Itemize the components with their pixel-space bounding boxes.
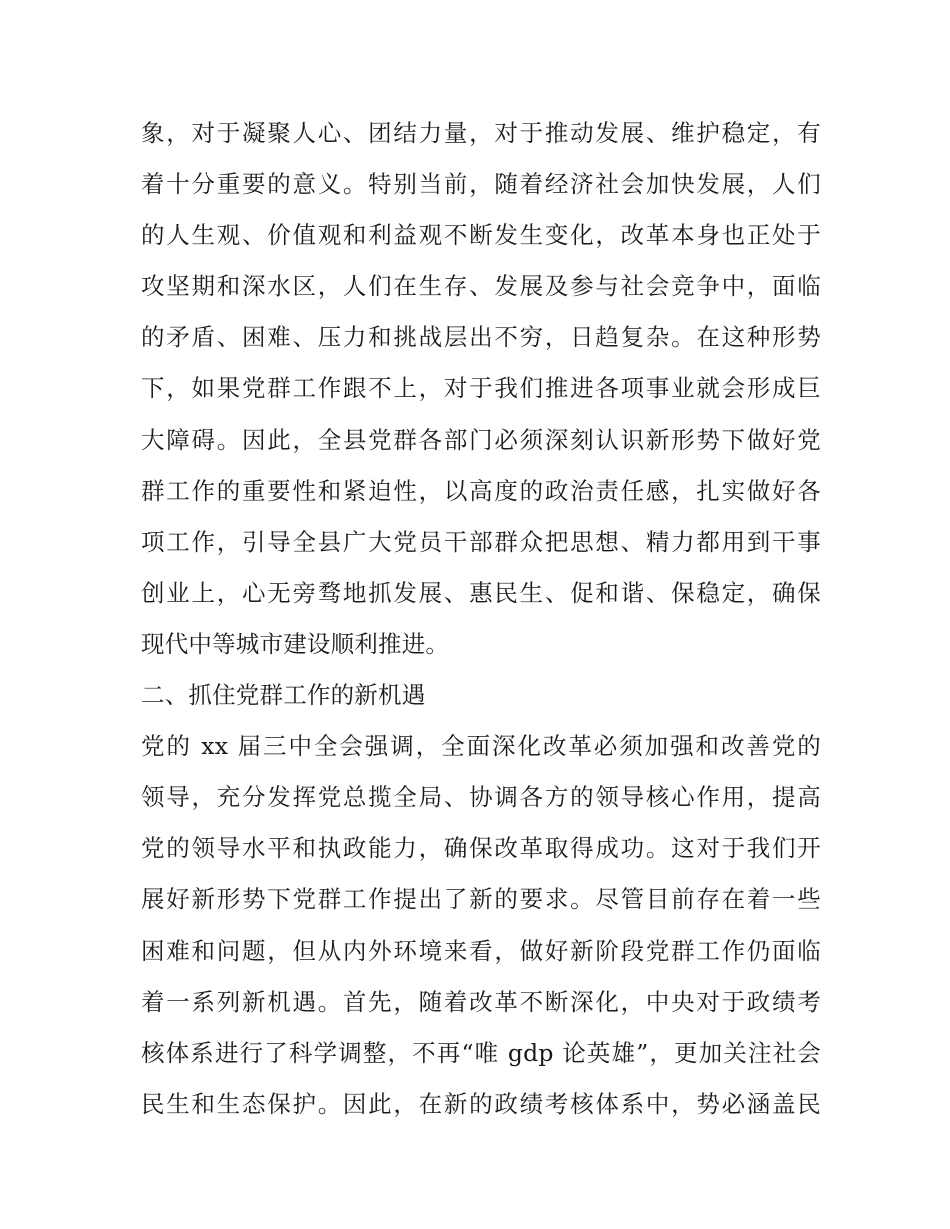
text-line: 创业上，心无旁骛地抓发展、惠民生、促和谐、保稳定，确保 xyxy=(141,578,821,607)
text-line: 群工作的重要性和紧迫性，以高度的政治责任感，扎实做好各 xyxy=(141,476,821,505)
text-line: 展好新形势下党群工作提出了新的要求。尽管目前存在着一些 xyxy=(141,885,821,914)
text-line: 的人生观、价值观和利益观不断发生变化，改革本身也正处于 xyxy=(141,221,821,250)
paragraph-end-line: 现代中等城市建设顺利推进。 xyxy=(141,629,450,658)
text-line: 民生和生态保护。因此，在新的政绩考核体系中，势必涵盖民 xyxy=(141,1089,821,1118)
text-line: 大障碍。因此，全县党群各部门必须深刻认识新形势下做好党 xyxy=(141,425,821,454)
text-line: 攻坚期和深水区，人们在生存、发展及参与社会竞争中，面临 xyxy=(141,272,821,301)
text-line: 党的 xx 届三中全会强调，全面深化改革必须加强和改善党的 xyxy=(141,732,821,761)
text-line: 的矛盾、困难、压力和挑战层出不穷，日趋复杂。在这种形势 xyxy=(141,323,821,352)
text-line: 核体系进行了科学调整，不再“唯 gdp 论英雄”，更加关注社会 xyxy=(141,1038,821,1067)
text-line: 领导，充分发挥党总揽全局、协调各方的领导核心作用，提高 xyxy=(141,783,821,812)
text-line: 困难和问题，但从内外环境来看，做好新阶段党群工作仍面临 xyxy=(141,936,821,965)
text-line: 下，如果党群工作跟不上，对于我们推进各项事业就会形成巨 xyxy=(141,374,821,403)
text-line: 着一系列新机遇。首先，随着改革不断深化，中央对于政绩考 xyxy=(141,987,821,1016)
text-line: 着十分重要的意义。特别当前，随着经济社会加快发展，人们 xyxy=(141,170,821,199)
body-text xyxy=(141,108,821,1130)
text-line: 象，对于凝聚人心、团结力量，对于推动发展、维护稳定，有 xyxy=(141,119,821,147)
section-heading: 二、抓住党群工作的新机遇 xyxy=(141,681,426,710)
text-line: 党的领导水平和执政能力，确保改革取得成功。这对于我们开 xyxy=(141,834,821,863)
text-line: 项工作，引导全县广大党员干部群众把思想、精力都用到干事 xyxy=(141,527,821,556)
